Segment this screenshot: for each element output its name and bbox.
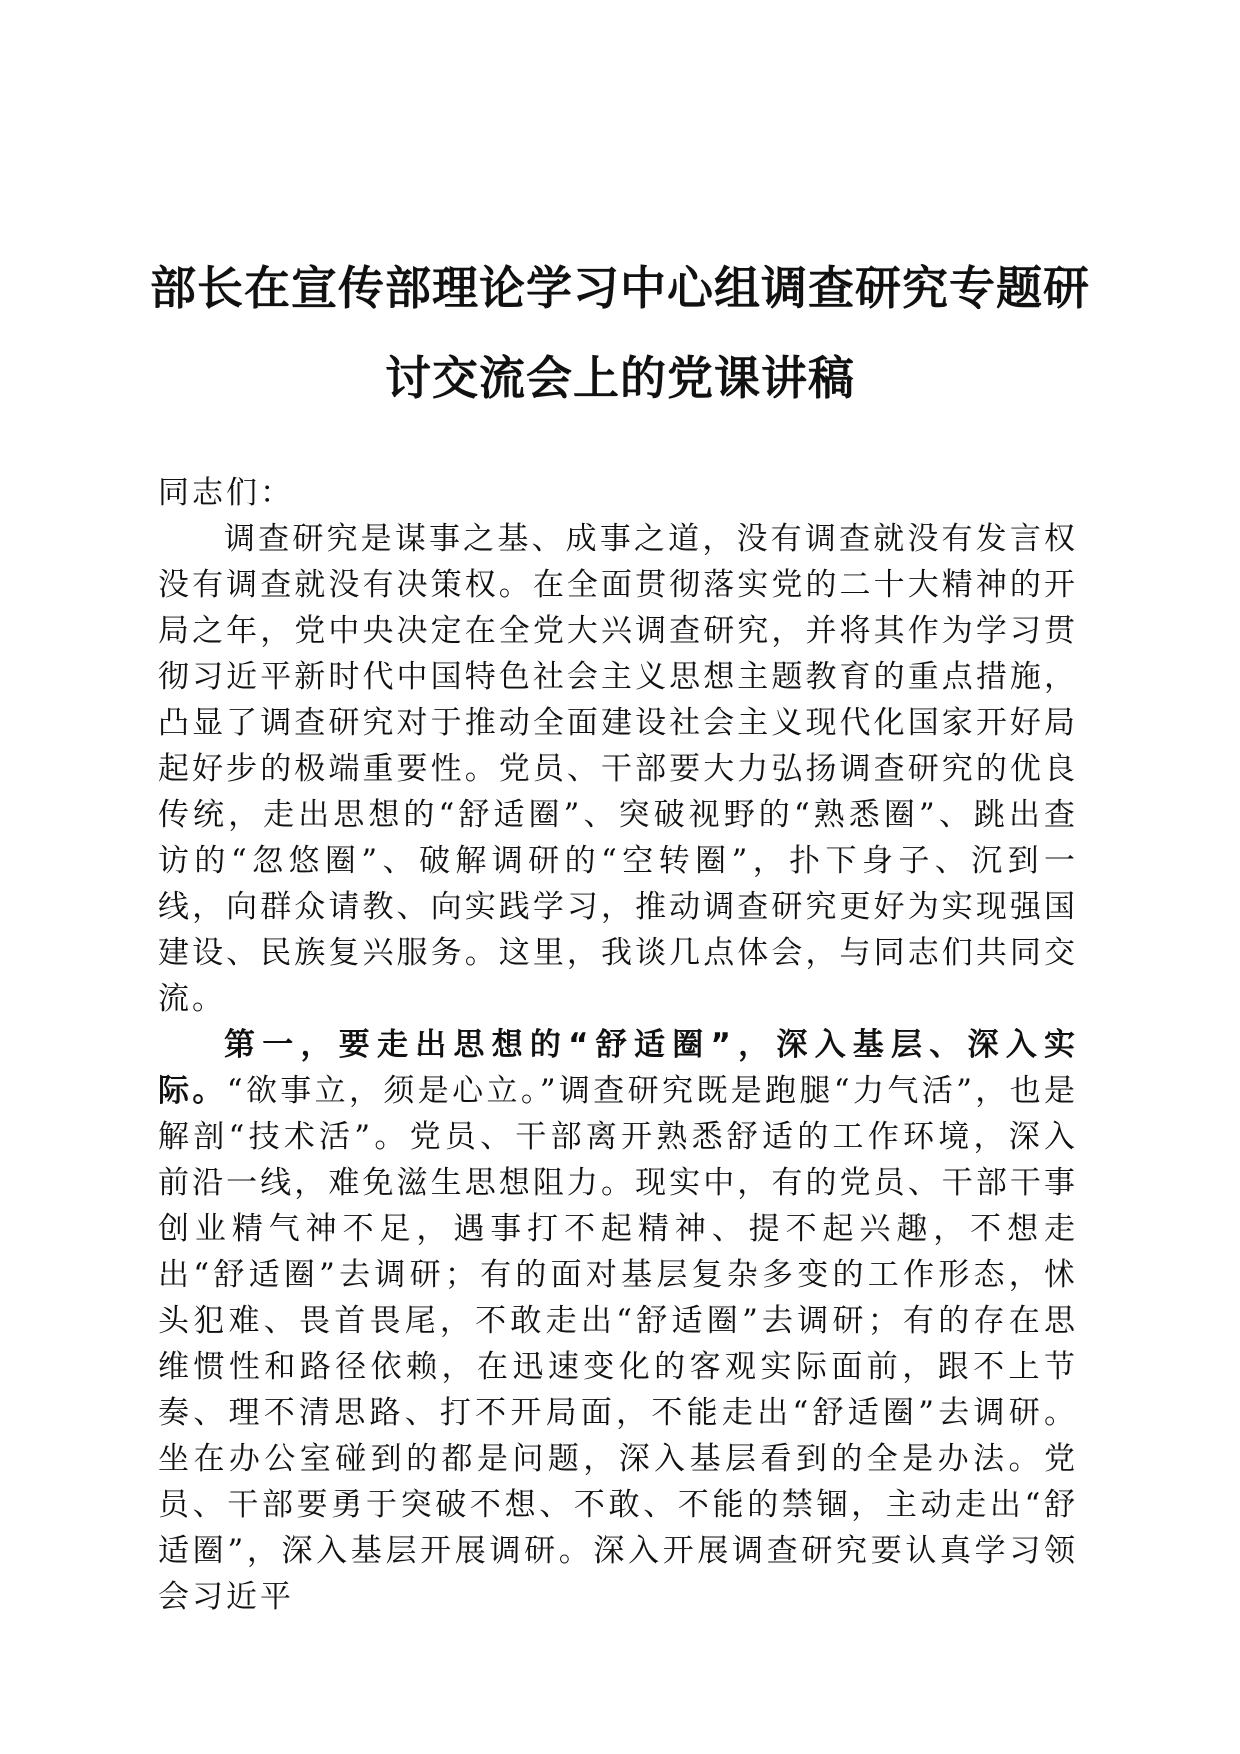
paragraph-intro: 调查研究是谋事之基、成事之道，没有调查就没有发言权没有调查就没有决策权。在全面贯彻落实党的二十大精神的开局之年，党中央决定在全党大兴调查研究，并将其作为学习贯彻习近平新时代中国特色社会主义思想主题教育的重点措施，凸显了调查研究对于推动全面建设社会主义现代化国家开好局起好步的极端重要性。党员、干部要大力弘扬调查研究的优良传统，走出思想的“舒适圈”、突破视野的“熟悉圈”、跳出查访的“忽悠圈”、破解调研的“空转圈”，扑下身子、沉到一线，向群众请教、向实践学习，推动调查研究更好为实现强国建设、民族复兴服务。这里，我谈几点体会，与同志们共同交流。 bbox=[158, 521, 1078, 1017]
document-body bbox=[158, 470, 1078, 1620]
section1-body: “欲事立，须是心立。”调查研究既是跑腿“力气活”，也是解剖“技术活”。党员、干部离开熟悉舒适的工作环境，深入前沿一线，难免滋生思想阻力。现实中，有的党员、干部干事创业精气神不足，遇事打不起精神、提不起兴趣，不想走出“舒适圈”去调研；有的面对基层复杂多变的工作形态，怵头犯难、畏首畏尾，不敢走出“舒适圈”去调研；有的存在思维惯性和路径依赖，在迅速变化的客观实际面前，跟不上节奏、理不清思路、打不开局面，不能走出“舒适圈”去调研。坐在办公室碰到的都是问题，深入基层看到的全是办法。党员、干部要勇于突破不想、不敢、不能的禁锢，主动走出“舒适圈”，深入基层开展调研。深入开展调查研究要认真学习领会习近平 bbox=[158, 1073, 1079, 1615]
section1-paragraph bbox=[158, 1022, 1078, 1620]
document-title-line2: 讨交流会上的党课讲稿 bbox=[385, 351, 855, 405]
section1-heading: 第一，要走出思想的“舒适圈”，深入基层、深入实际。 bbox=[158, 1027, 1078, 1109]
salutation: 同志们： bbox=[158, 475, 294, 511]
document-title-line1: 部长在宣传部理论学习中心组调查研究专题研 bbox=[150, 261, 1090, 315]
